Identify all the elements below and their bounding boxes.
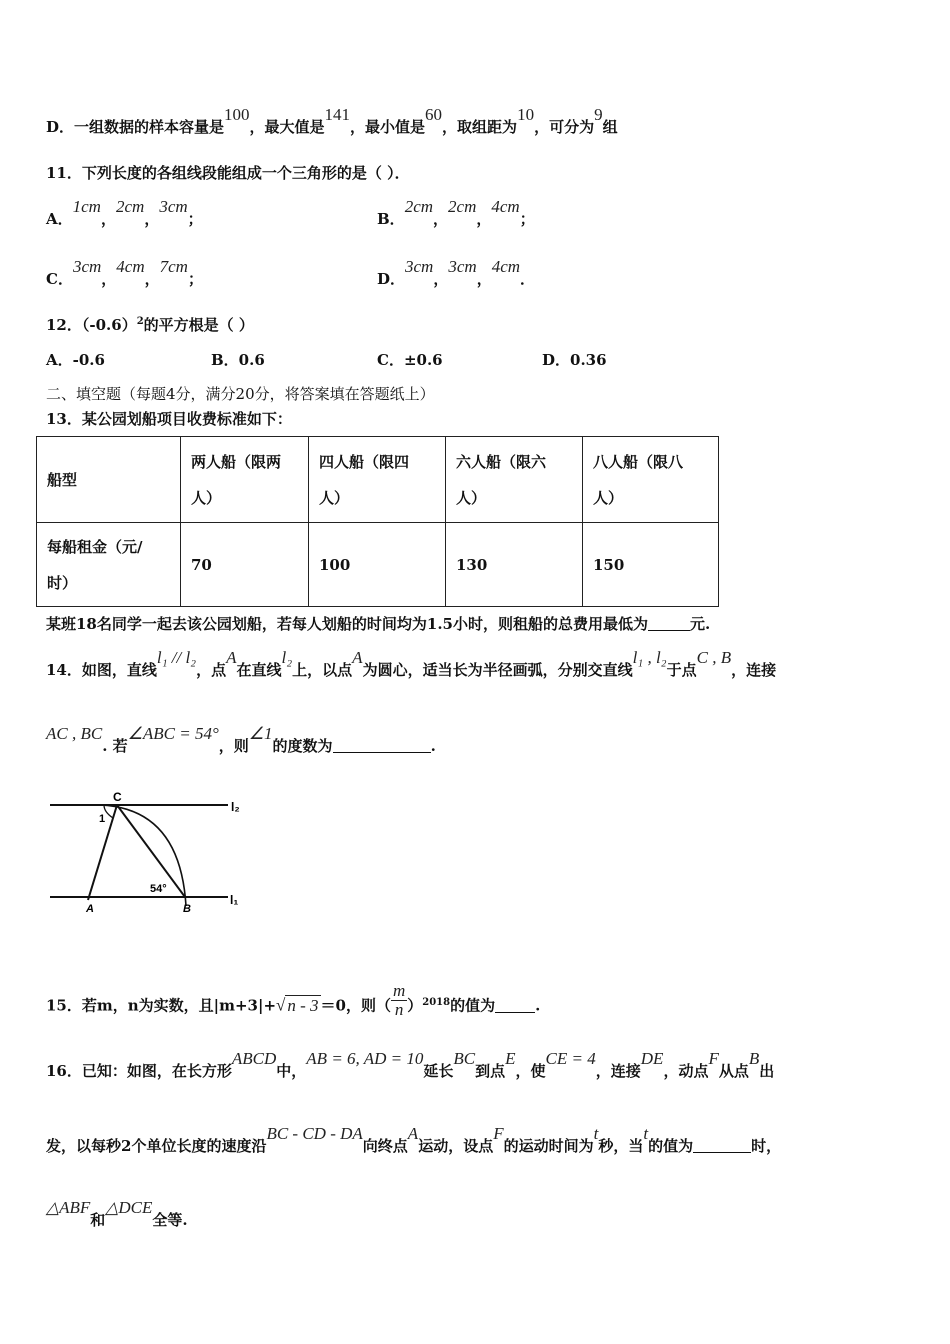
label-b: B [183, 903, 191, 915]
q16-line-3: △ABF和△DCE全等. [46, 1198, 188, 1229]
table-cell-boat-6: 六人船（限六 人） [446, 437, 583, 523]
table-cell-boat-8: 八人船（限八 人） [583, 437, 719, 523]
label-54: 54° [150, 883, 167, 895]
q14-line-2: AC , BC. 若∠ABC = 54°，则∠1的度数为 . [46, 724, 436, 755]
label-c: C [113, 790, 122, 804]
label-l1: l₁ [230, 893, 239, 907]
sqrt-symbol: √ [276, 995, 286, 1015]
label-1: 1 [99, 813, 106, 825]
q15-line: 15．若m，n为实数，且|m+3|+√ n - 3 ＝0，则（ $\frac{m}{n}$ ）$^{2018}$的值为 . [46, 981, 541, 1019]
q15-fraction: $\frac{m}{n}$ [392, 981, 406, 1019]
q12-option-d: D．0.36 [542, 351, 607, 369]
q11-option-a: A．1cm，2cm，3cm； [46, 197, 203, 228]
q14-answer-blank [333, 738, 431, 753]
angle-1-mark [104, 805, 113, 818]
q15-answer-blank [495, 998, 535, 1013]
label-l2: l₂ [231, 800, 240, 814]
q10-max: 141 [324, 105, 351, 124]
q12-option-a: A．-0.6 [46, 351, 105, 369]
q16-answer-blank [693, 1138, 751, 1153]
q11-option-c: C．3cm，4cm，7cm； [46, 257, 203, 288]
table-cell-price-8: 150 [583, 523, 719, 607]
q10-option-d: D．一组数据的样本容量是100，最大值是141，最小值是60，取组距为10，可分为9组 [46, 105, 618, 136]
table-cell-price-4: 100 [309, 523, 446, 607]
q13-answer-blank [648, 616, 690, 631]
table-cell-boat-2: 两人船（限两 人） [181, 437, 309, 523]
label-a: A [86, 903, 94, 915]
q10-groups: 9 [594, 105, 603, 124]
q14-line-1: 14．如图，直线l₁ // l₂，点A在直线l₂上，以点A为圆心，适当长为半径画弧，分别交直线l₁ , l₂于点C , B，连接 [46, 648, 777, 679]
q11-stem: 11．下列长度的各组线段能组成一个三角形的是（ ）． [46, 164, 410, 182]
table-cell-price-2: 70 [181, 523, 309, 607]
q16-line-1: 16．已知：如图，在长方形ABCD中，AB = 6, AD = 10延长BC到点E，使CE = 4，连接DE，动点F从点B出 [46, 1049, 775, 1080]
table-row [37, 523, 719, 607]
q12-stem: 12．$(-0.6)^2$的平方根是（ ） [46, 316, 254, 334]
q14-figure [40, 788, 260, 918]
table-cell-rent-head: 每船租金（元/ 时） [37, 523, 181, 607]
section-2-heading: 二、填空题（每题4分，满分20分，将答案填在答题纸上） [46, 385, 435, 403]
table-row [37, 437, 719, 523]
table-cell-price-6: 130 [446, 523, 583, 607]
q13-question: 某班18名同学一起去该公园划船，若每人划船的时间均为1.5小时，则租船的总费用最低为 元. [46, 615, 711, 633]
q10-capacity: 100 [224, 105, 250, 124]
q10-min: 60 [425, 105, 443, 124]
q11-option-b: B．2cm，2cm，4cm； [377, 197, 535, 228]
q11-option-d: D．3cm，3cm，4cm． [377, 257, 536, 288]
table-cell-boat-4: 四人船（限四 人） [309, 437, 446, 523]
q12-option-b: B．0.6 [211, 351, 265, 369]
table-cell-boat-type: 船型 [37, 437, 181, 523]
q15-radicand: n - 3 [287, 995, 319, 1015]
boat-fee-table [36, 436, 719, 607]
q12-option-c: C．±0.6 [377, 351, 443, 369]
q13-stem: 13．某公园划船项目收费标准如下： [46, 410, 292, 428]
q16-line-2: 发，以每秒2个单位长度的速度沿BC - CD - DA向终点A运动，设点F的运动时间为t秒，当t的值为 时， [46, 1124, 782, 1155]
q10-dist: 10 [517, 105, 535, 124]
